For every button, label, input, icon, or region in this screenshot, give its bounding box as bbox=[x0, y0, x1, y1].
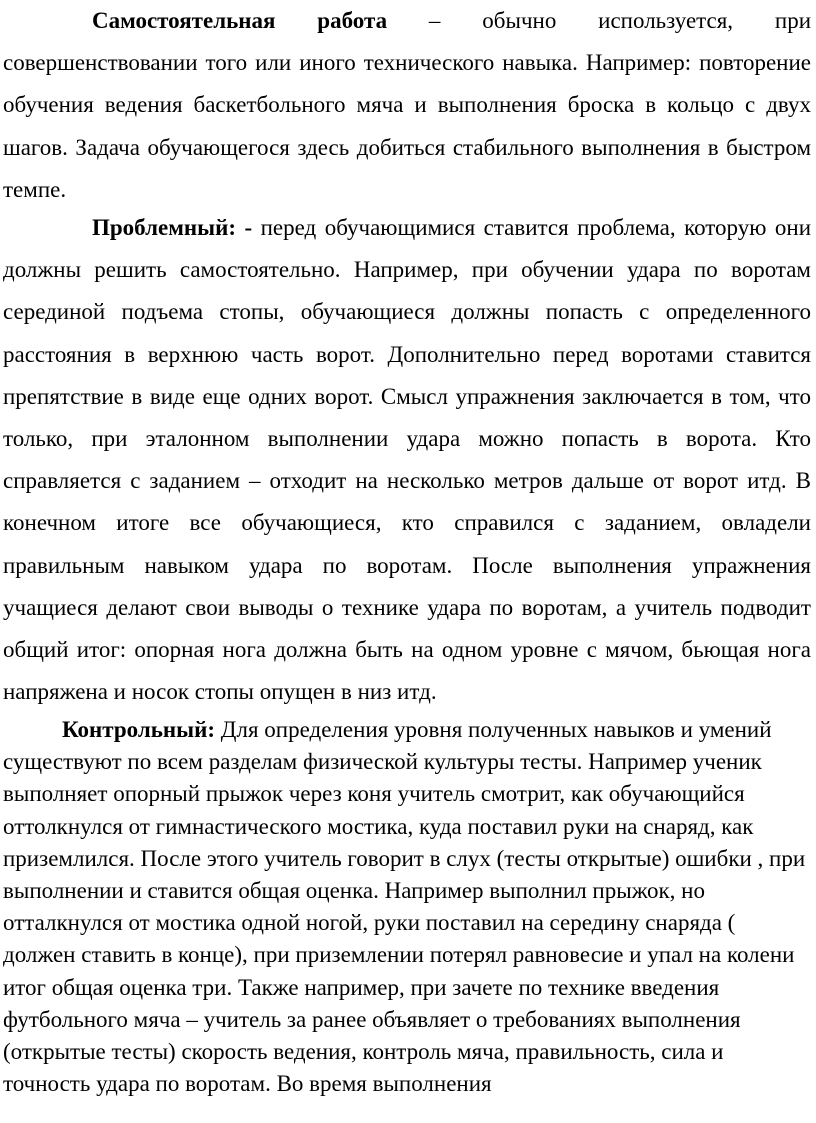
term-independent-work: Самостоятельная работа bbox=[92, 8, 388, 33]
paragraph-problem-method bbox=[3, 207, 811, 713]
paragraph-problem-method-text: перед обучающимися ставится проблема, которую они должны решить самостоятельно. Например, при обучении удара по воротам серединой подъема стопы, обучающиеся должны попасть с определенного расстояния в верхнюю часть ворот. Дополнительно перед воротами ставится препятствие в виде еще одних ворот. Смысл упражнения заключается в том, что только, при эталонном выполнении удара можно попасть в ворота. Кто справляется с заданием – отходит на несколько метров дальше от ворот итд. В конечном итоге все обучающиеся, кто справился с заданием, овладели правильным навыком удара по воротам. После выполнения упражнения учащиеся делают свои выводы о технике удара по воротам, а учитель подводит общий итог: опорная нога должна быть на одном уровне с мячом, бьющая нога напряжена и носок стопы опущен в низ итд. bbox=[3, 215, 811, 705]
paragraph-control-method-text: Для определения уровня полученных навыков и умений существуют по всем разделам физической культуры тесты. Например ученик выполняет опорный прыжок через коня учитель смотрит, как обучающийся оттолкнулся от гимнастического мостика, куда поставил руки на снаряд, как приземлился. После этого учитель говорит в слух (тесты открытые) ошибки , при выполнении и ставится общая оценка. Например выполнил прыжок, но отталкнулся от мостика одной ногой, руки поставил на середину снаряда ( должен ставить в конце), при приземлении потерял равновесие и упал на колени итог общая оценка три. Также например, при зачете по технике введения футбольного мяча – учитель за ранее объявляет о требованиях выполнения (открытые тесты) скорость ведения, контроль мяча, правильность, сила и точность удара по воротам. Во время выполнения bbox=[3, 717, 806, 1097]
paragraph-independent-work bbox=[3, 0, 811, 211]
term-control-method: Контрольный: bbox=[62, 717, 216, 742]
paragraph-control-method bbox=[3, 714, 813, 1100]
term-problem-method: Проблемный: - bbox=[92, 215, 253, 240]
paragraph-independent-work-text: – обычно используется, при совершенствовании того или иного технического навыка. Например: повторение обучения ведения баскетбольного мяча и выполнения броска в кольцо с двух шагов. Задача обучающегося здесь добиться стабильного выполнения в быстром темпе. bbox=[3, 8, 812, 202]
